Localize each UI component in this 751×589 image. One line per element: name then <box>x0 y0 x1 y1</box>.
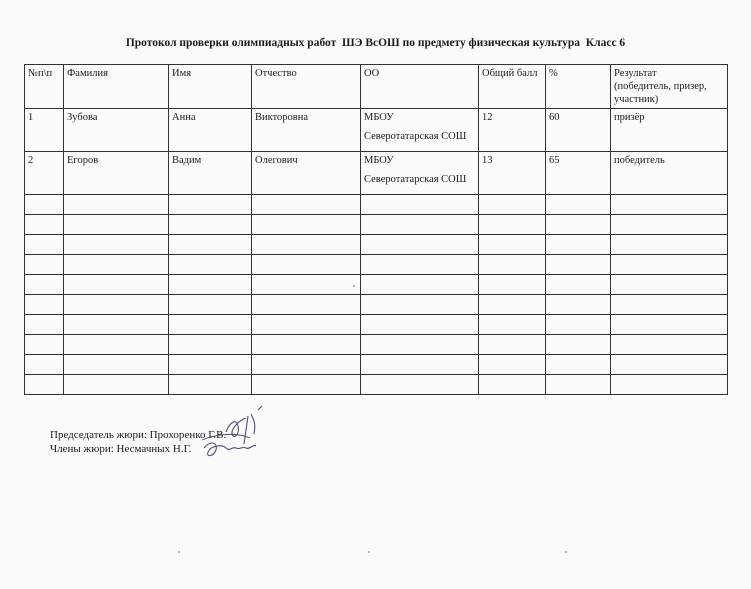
empty-cell <box>546 355 611 375</box>
empty-cell <box>479 255 546 275</box>
empty-cell <box>546 235 611 255</box>
empty-cell <box>361 255 479 275</box>
cell-text: Северотатарская СОШ <box>364 174 467 185</box>
empty-cell <box>169 215 252 235</box>
table-cell: Егоров <box>64 152 169 195</box>
table-body <box>25 109 728 395</box>
empty-cell <box>169 295 252 315</box>
empty-cell <box>611 335 728 355</box>
empty-cell <box>25 335 64 355</box>
column-header-text: участник) <box>614 94 659 105</box>
empty-cell <box>169 255 252 275</box>
empty-cell <box>252 335 361 355</box>
empty-cell <box>252 375 361 395</box>
empty-cell <box>361 335 479 355</box>
handwritten-signature <box>196 404 276 464</box>
empty-cell <box>252 295 361 315</box>
scan-speck <box>178 551 180 553</box>
empty-cell <box>25 315 64 335</box>
empty-table-row <box>25 315 728 335</box>
column-header-text: (победитель, призер, <box>614 81 707 92</box>
empty-cell <box>479 315 546 335</box>
empty-cell <box>611 235 728 255</box>
empty-cell <box>25 215 64 235</box>
empty-cell <box>252 275 361 295</box>
empty-cell <box>546 195 611 215</box>
empty-cell <box>361 295 479 315</box>
column-header <box>546 65 611 109</box>
column-header-text: Общий балл <box>482 68 538 79</box>
empty-table-row <box>25 295 728 315</box>
empty-cell <box>25 295 64 315</box>
table-cell: 65 <box>546 152 611 195</box>
empty-cell <box>479 275 546 295</box>
empty-cell <box>479 215 546 235</box>
table-cell: призёр <box>611 109 728 152</box>
table-cell: 60 <box>546 109 611 152</box>
empty-cell <box>546 255 611 275</box>
empty-table-row <box>25 335 728 355</box>
empty-cell <box>479 235 546 255</box>
document-title: Протокол проверки олимпиадных работ ШЭ ВсОШ по предмету физическая культура Класс 6 <box>125 37 626 49</box>
scan-speck <box>353 285 355 287</box>
empty-table-row <box>25 275 728 295</box>
column-header-text: Фамилия <box>67 68 108 79</box>
column-header-text: % <box>549 68 558 79</box>
empty-cell <box>25 235 64 255</box>
column-header <box>611 65 728 109</box>
results-table <box>24 64 728 395</box>
column-header-text: Результат <box>614 68 657 79</box>
scan-speck <box>368 551 370 553</box>
empty-cell <box>546 335 611 355</box>
empty-cell <box>361 275 479 295</box>
jury-members-line: Члены жюри: Несмачных Н.Г. <box>50 443 192 455</box>
cell-text: Северотатарская СОШ <box>364 131 467 142</box>
empty-cell <box>169 235 252 255</box>
table-header-row <box>25 65 728 109</box>
empty-cell <box>611 215 728 235</box>
empty-cell <box>64 195 169 215</box>
empty-cell <box>252 195 361 215</box>
empty-cell <box>252 215 361 235</box>
table-cell <box>361 152 479 195</box>
empty-cell <box>252 255 361 275</box>
empty-cell <box>361 315 479 335</box>
table-cell: победитель <box>611 152 728 195</box>
empty-cell <box>25 355 64 375</box>
empty-cell <box>611 315 728 335</box>
empty-cell <box>546 275 611 295</box>
empty-cell <box>361 235 479 255</box>
empty-table-row <box>25 355 728 375</box>
empty-cell <box>611 295 728 315</box>
empty-cell <box>169 275 252 295</box>
table-cell: Анна <box>169 109 252 152</box>
cell-text: МБОУ <box>364 155 394 166</box>
empty-cell <box>64 255 169 275</box>
empty-cell <box>64 335 169 355</box>
empty-cell <box>361 375 479 395</box>
empty-cell <box>479 355 546 375</box>
column-header-text: ОО <box>364 68 380 79</box>
empty-cell <box>64 215 169 235</box>
empty-cell <box>25 275 64 295</box>
empty-cell <box>169 355 252 375</box>
empty-cell <box>361 195 479 215</box>
jury-chair-line: Председатель жюри: Прохоренко Г.В. <box>50 429 227 441</box>
empty-cell <box>252 355 361 375</box>
empty-cell <box>479 195 546 215</box>
table-cell: Викторовна <box>252 109 361 152</box>
empty-cell <box>64 235 169 255</box>
empty-cell <box>361 215 479 235</box>
table-row <box>25 109 728 152</box>
empty-cell <box>252 315 361 335</box>
empty-cell <box>64 355 169 375</box>
empty-cell <box>611 275 728 295</box>
table-cell: 1 <box>25 109 64 152</box>
empty-cell <box>546 295 611 315</box>
scan-speck <box>565 551 567 553</box>
empty-table-row <box>25 255 728 275</box>
column-header-text: Отчество <box>255 68 297 79</box>
empty-cell <box>611 255 728 275</box>
empty-cell <box>479 375 546 395</box>
empty-cell <box>169 375 252 395</box>
empty-cell <box>361 355 479 375</box>
cell-text: МБОУ <box>364 112 394 123</box>
column-header <box>64 65 169 109</box>
empty-cell <box>546 215 611 235</box>
column-header <box>479 65 546 109</box>
table-cell: 12 <box>479 109 546 152</box>
empty-cell <box>64 375 169 395</box>
empty-cell <box>611 355 728 375</box>
table-cell: Вадим <box>169 152 252 195</box>
table-cell: 13 <box>479 152 546 195</box>
empty-cell <box>64 295 169 315</box>
empty-cell <box>546 315 611 335</box>
empty-cell <box>169 195 252 215</box>
column-header <box>252 65 361 109</box>
empty-cell <box>611 195 728 215</box>
empty-table-row <box>25 235 728 255</box>
empty-table-row <box>25 195 728 215</box>
empty-cell <box>479 335 546 355</box>
empty-cell <box>25 375 64 395</box>
column-header <box>361 65 479 109</box>
empty-cell <box>25 195 64 215</box>
empty-cell <box>252 235 361 255</box>
empty-cell <box>25 255 64 275</box>
empty-cell <box>479 295 546 315</box>
empty-cell <box>169 335 252 355</box>
table-row <box>25 152 728 195</box>
empty-table-row <box>25 215 728 235</box>
table-cell: Зубова <box>64 109 169 152</box>
empty-cell <box>64 315 169 335</box>
column-header-text: №п\п <box>28 68 53 79</box>
empty-cell <box>611 375 728 395</box>
column-header <box>169 65 252 109</box>
column-header-text: Имя <box>172 68 192 79</box>
empty-cell <box>546 375 611 395</box>
column-header <box>25 65 64 109</box>
table-cell: Олегович <box>252 152 361 195</box>
table-cell: 2 <box>25 152 64 195</box>
empty-table-row <box>25 375 728 395</box>
table-cell <box>361 109 479 152</box>
empty-cell <box>64 275 169 295</box>
empty-cell <box>169 315 252 335</box>
